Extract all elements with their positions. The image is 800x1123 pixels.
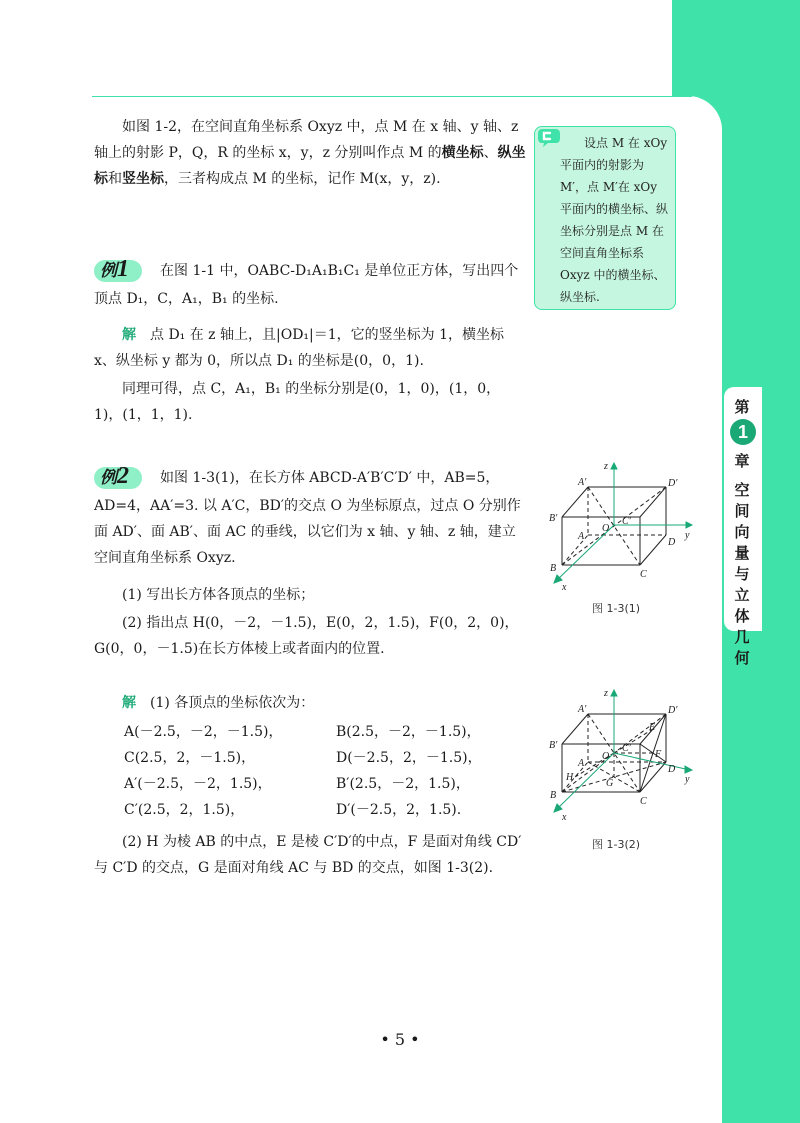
figure-cuboid-1: [540, 455, 700, 595]
page-number: • 5 •: [380, 1030, 420, 1049]
term-z-coordinate: 竖坐标: [122, 171, 164, 187]
label-C: C: [640, 569, 647, 580]
paragraph-coordinates-definition: [94, 114, 526, 192]
solution-1-continued: [94, 376, 526, 428]
example-2: [94, 463, 526, 571]
solution-1-continued-text: 同理可得，点 C，A₁，B₁ 的坐标分别是(0，1，0)，(1，0，1)，(1，1，1).: [94, 381, 501, 423]
label-A-prime: A′: [578, 477, 587, 488]
figure-1-caption: 图 1-3(1): [592, 602, 641, 615]
header-rule: [92, 96, 692, 97]
term-y-coordinate: 纵坐标: [94, 145, 526, 187]
question-2-text: (2) 指出点 H(0，－2，－1.5)，E(0，2，1.5)，F(0，2，0)，G(0，0，－1.5)在长方体棱上或者面内的位置.: [94, 615, 519, 657]
solution-label: 解: [122, 327, 136, 343]
label-x: x: [562, 812, 567, 823]
solution-2-part-2: [94, 829, 526, 881]
question-2: [94, 610, 526, 662]
label-B: B: [550, 790, 557, 801]
coord-D: D(－2.5，2，－1.5)，: [336, 750, 482, 766]
coord-B-prime: B′(2.5，－2，1.5)，: [336, 776, 470, 792]
solution-2-part-2-text: (2) H 为棱 AB 的中点，E 是棱 C′D′的中点，F 是面对角线 CD′与 C′D 的交点，G 是面对角线 AC 与 BD 的交点，如图 1-3(2).: [94, 834, 522, 876]
solution-2-intro: [94, 690, 526, 716]
example-2-mark: [94, 463, 146, 493]
coord-B: B(2.5，－2，－1.5)，: [336, 724, 481, 740]
label-B: B: [550, 563, 557, 574]
coord-A: A(－2.5，－2，－1.5)，: [124, 724, 283, 740]
label-y: y: [685, 774, 690, 785]
axis-y-arrow: [685, 766, 692, 773]
edge-C-D: [640, 535, 666, 565]
label-x: x: [562, 582, 567, 593]
text-span: 如图 1-2，在空间直角坐标系 Oxyz 中，点 M 在 x 轴、y 轴、z 轴上的射影 P，Q，R 的坐标 x，y，z 分别叫作点 M 的: [94, 119, 519, 161]
label-C-prime: C′: [622, 743, 631, 754]
solution-1-text: 点 D₁ 在 z 轴上，且|OD₁|＝1，它的竖坐标为 1，横坐标 x、纵坐标 y 都为 0，所以点 D₁ 的坐标是(0，0，1).: [94, 327, 505, 369]
figure-cuboid-2: [540, 680, 700, 825]
chapter-suffix: 章: [734, 452, 750, 470]
figure-2-caption: 图 1-3(2): [592, 838, 641, 851]
label-C-prime: C′: [622, 516, 631, 527]
axis-y-arrow: [686, 522, 692, 528]
edge-B1-A1: [562, 487, 588, 517]
coord-C-prime: C′(2.5，2，1.5)，: [124, 802, 245, 818]
label-G: G: [606, 778, 614, 789]
chapter-number: 1: [737, 422, 748, 442]
edge-B1-A1: [562, 714, 588, 744]
question-1-text: (1) 写出长方体各顶点的坐标；: [122, 587, 315, 603]
text-span: 和: [108, 171, 122, 187]
chapter-prefix: 第: [734, 398, 750, 416]
label-C: C: [640, 796, 647, 807]
coord-D-prime: D′(－2.5，2，1.5).: [336, 802, 462, 818]
label-O: O: [602, 751, 610, 762]
label-B-prime: B′: [549, 740, 558, 751]
label-B-prime: B′: [549, 513, 558, 524]
axis-z-arrow: [611, 463, 617, 469]
label-O: O: [602, 523, 610, 534]
example-2-text: 如图 1-3(1)，在长方体 ABCD-A′B′C′D′ 中，AB=5，AD=4，AA′=3. 以 A′C，BD′的交点 O 为坐标原点，过点 O 分别作面 AD′、面 AB′、面 AC 的垂线，以它们为 x 轴、y 轴、z 轴，建立空间直角坐标系 Oxyz.: [94, 470, 521, 566]
coord-C: C(2.5，2，－1.5)，: [124, 750, 256, 766]
chapter-title: 空间向量与立体几何: [734, 481, 750, 667]
solution-1: [94, 322, 526, 374]
edge-C1-D1: [640, 487, 666, 517]
example-1-text: 在图 1-1 中，OABC-D₁A₁B₁C₁ 是单位正方体，写出四个顶点 D₁，C，A₁，B₁ 的坐标.: [94, 263, 519, 307]
term-x-coordinate: 横坐标: [441, 145, 484, 161]
axis-z-arrow: [611, 690, 617, 696]
label-z: z: [604, 688, 608, 699]
label-D: D: [668, 764, 676, 775]
label-F: F: [655, 749, 662, 760]
note-bubble-icon: [536, 126, 562, 148]
text-span: ，三者构成点 M 的坐标，记作 M(x，y，z).: [164, 171, 441, 187]
solution-2-intro-text: (1) 各顶点的坐标依次为：: [150, 695, 315, 711]
label-D: D: [668, 537, 676, 548]
text-span: 、: [483, 145, 498, 161]
example-number: 2: [117, 463, 129, 489]
example-1: [94, 256, 526, 312]
side-note-text: 设点 M 在 xOy 平面内的射影为 M′，点 M′在 xOy 平面内的横坐标、纵坐标分别是点 M 在空间直角坐标系 Oxyz 中的横坐标、纵坐标.: [560, 136, 669, 304]
edge-C-D: [640, 762, 666, 792]
solution-label: 解: [122, 695, 136, 711]
label-H: H: [566, 772, 574, 783]
label-A: A: [578, 758, 585, 769]
question-1: [94, 582, 526, 608]
example-label: 例: [100, 468, 117, 488]
label-E: E: [649, 722, 656, 733]
label-D-prime: D′: [668, 478, 678, 489]
label-y: y: [685, 530, 690, 541]
coord-A-prime: A′(－2.5，－2，1.5)，: [124, 776, 272, 792]
example-label: 例: [100, 261, 117, 281]
label-A: A: [578, 531, 585, 542]
label-A-prime: A′: [578, 704, 587, 715]
label-D-prime: D′: [668, 705, 678, 716]
example-number: 1: [117, 256, 129, 282]
label-z: z: [604, 461, 608, 472]
example-1-mark: [94, 256, 146, 286]
